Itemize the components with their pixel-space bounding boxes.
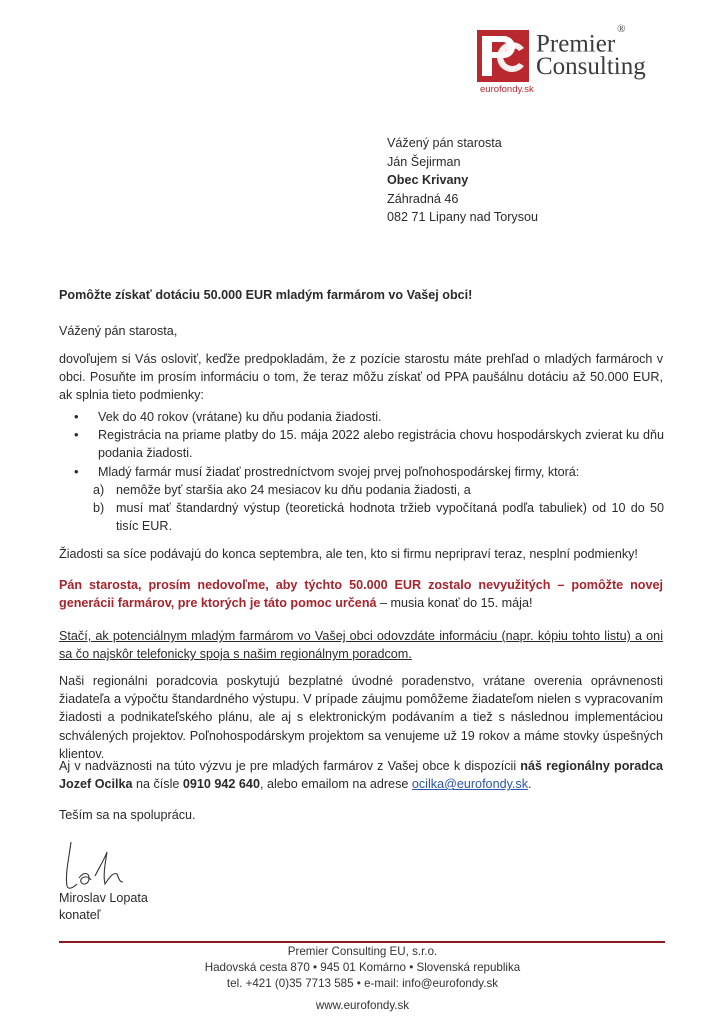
logo-url: eurofondy.sk — [480, 84, 534, 95]
services-paragraph: Naši regionálni poradcovia poskytujú bezplatné úvodné poradenstvo, vrátane overenia oprávnenosti žiadateľa a výpočtu štandardného výstupu. V prípade záujmu pomôžeme žiadateľom nielen s vypracovaním žiadosti a podnikateľského plánu, ale aj s elektronickým podávaním a tiež s následnou implementáciou schválených projektov. Poľnohospodárskym projektom sa venujeme už 19 rokov a máme stovky úspešných klientov. — [59, 674, 663, 761]
condition-item: • Mladý farmár musí žiadať prostredníctvom svojej prvej poľnohospodárskej firmy, ktorá: — [70, 463, 664, 481]
signatory-name: Miroslav Lopata — [59, 891, 148, 905]
addressee-municipality: Obec Krivany — [387, 173, 469, 187]
addressee-name: Ján Šejirman — [387, 154, 461, 169]
sub-condition-item: b) musí mať štandardný výstup (teoretická hodnota tržieb vypočítaná podľa tabuliek) od 10 do 50 tisíc EUR. — [93, 501, 664, 534]
footer-contacts: tel. +421 (0)35 7713 585 • e-mail: info@eurofondy.sk — [226, 977, 499, 990]
footer-block — [0, 944, 725, 1014]
underlined-note: Stačí, ak potenciálnym mladým farmárom vo Vašej obci odovzdáte informáciu (napr. kópiu tohto listu) a oni sa čo najskôr telefonicky spoja s našim regionálnym poradcom. — [59, 629, 663, 662]
addressee-city: 082 71 Lipany nad Torysou — [387, 210, 539, 224]
intro-paragraph: dovoľujem si Vás osloviť, keďže predpokladám, že z pozície starostu máte prehľad o mladých farmároch v obci. Posuňte im prosím informáciu o tom, že teraz môžu získať od PPA paušálnu dotáciu až 50.000 EUR, ak splnia tieto podmienky: — [59, 352, 663, 403]
advisor-email-link[interactable]: ocilka@eurofondy.sk — [411, 777, 529, 792]
appeal-paragraph — [59, 576, 663, 612]
footer-address: Hadovská cesta 870 • 945 01 Komárno • Slovenská republika — [204, 961, 521, 974]
conditions-list — [70, 408, 664, 535]
condition-item: • Registrácia na priame platby do 15. mája 2022 alebo registrácia chovu hospodárskych zvierat ku dňu podania žiadosti. — [70, 426, 664, 462]
handwritten-signature — [59, 838, 169, 898]
signatory-block — [59, 890, 148, 924]
footer-divider — [59, 941, 665, 943]
addressee-salutation: Vážený pán starosta — [387, 136, 502, 150]
sub-condition-item: a) nemôže byť staršia ako 24 mesiacov ku dňu podania žiadosti, a — [93, 482, 471, 497]
advisor-name: náš regionálny poradca Jozef Ocilka — [59, 759, 664, 792]
deadline-note: Žiadosti sa síce podávajú do konca septembra, ale ten, kto si firmu nepripraví teraz, nesplní podmienky! — [59, 547, 638, 561]
appeal-highlight: Pán starosta, prosím nedovoľme, aby týchto 50.000 EUR zostalo nevyužitých – pomôžte novej generácii farmárov, pre ktorých je táto pomoc určená — [59, 578, 663, 611]
contact-paragraph: Aj v nadväznosti na túto výzvu je pre mladých farmárov z Vašej obce k dispozícii náš regionálny poradca Jozef Ocilka na čísle 0910 942 640, alebo emailom na adrese ocilka@eurofondy.sk. — [59, 759, 664, 792]
advisor-phone: 0910 942 640 — [182, 777, 260, 792]
addressee-block — [387, 134, 538, 227]
company-logo-mark — [477, 30, 529, 82]
condition-item: • Vek do 40 rokov (vrátane) ku dňu podania žiadosti. — [70, 408, 664, 426]
signatory-role: konateľ — [59, 908, 101, 922]
footer-company: Premier Consulting EU, s.r.o. — [287, 945, 438, 958]
closing-line: Teším sa na spoluprácu. — [59, 808, 196, 822]
company-logo-name: Premier® Consulting — [536, 23, 646, 81]
addressee-street: Záhradná 46 — [387, 191, 459, 206]
letter-subject: Pomôžte získať dotáciu 50.000 EUR mladým farmárom vo Vašej obci! — [59, 288, 473, 302]
footer-web-link[interactable]: www.eurofondy.sk — [315, 999, 410, 1012]
greeting: Vážený pán starosta, — [59, 324, 178, 338]
appeal-deadline: – musia konať do 15. mája! — [376, 596, 533, 611]
